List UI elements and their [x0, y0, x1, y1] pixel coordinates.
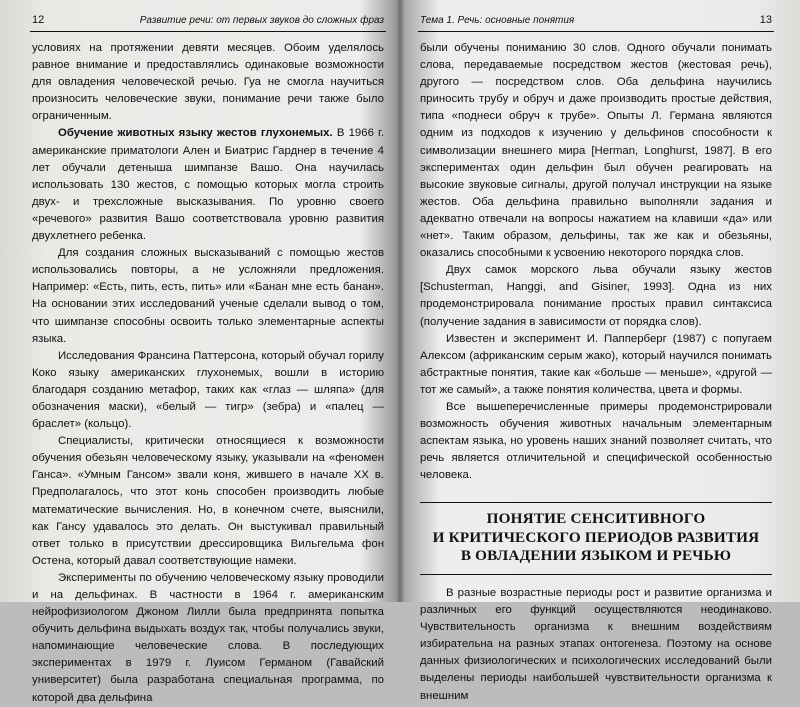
header-rule [418, 31, 774, 32]
paragraph: Все вышеперечисленные примеры продемонстрировали возможность обучения животных начальным элементарным аспектам языка, но уровень наших знаний позволяет считать, что речь является отличительной и специфической особенностью человека. [420, 400, 772, 482]
paragraph: Известен и эксперимент И. Папперберг (1987) с попугаем Алексом (африканским серым жако), который научился понимать абстрактные понятия, такие как «больше — меньше», «другой — тот же самый», а также понятия количества, цвета и формы. [420, 332, 772, 396]
bold-lead: Обучение животных языку жестов глухонемых. [58, 127, 333, 140]
running-head: Развитие речи: от первых звуков до сложных фраз [139, 15, 384, 26]
left-page [0, 0, 398, 704]
page-number: 12 [32, 14, 45, 26]
right-page-header [420, 14, 772, 26]
left-page-text [32, 40, 384, 707]
paragraph: Специалисты, критически относящиеся к возможности обучения обезьян человеческому языку, указывали на «феномен Ганса». «Умным Гансом» звали коня, жившего в начале XX в. Предполагалось, что этот конь способен производить любые математические вычисления. Но, в конечном счете, выяснили, как Гансу удавалось это делать. Он выстукивал правильный ответ только в присутствии дрессировщика Вильгельма фон Остена, который давал соответствующие намеки. [32, 435, 384, 567]
section-heading [420, 502, 772, 575]
paragraph: В разные возрастные периоды рост и развитие организма и различных его функций осуществляются неодинаково. Чувствительность организма к внешним воздействиям избирательна на разных этапах онтогенеза. Поэтому на основе данных физиологических и психологических исследований были выделены периоды наибольшей чувствительности организма к внешним [420, 586, 772, 702]
paragraph: условиях на протяжении девяти месяцев. Обоим уделялось равное внимание и предоставлялись одинаковые возможности для овладения человеческой речью. Гуа не смогла научиться произносить человеческие звуки, понимание речи также было ограниченным. [32, 42, 384, 123]
heading-line: ПОНЯТИЕ СЕНСИТИВНОГО [486, 510, 706, 528]
page-number: 13 [759, 14, 772, 26]
paragraph: Двух самок морского льва обучали языку жестов [Schusterman, Hanggi, and Gisiner, 1993]. Одна из них продемонстрировала понимание простых правил синтаксиса (получение задания в зависимости от порядка слов). [420, 264, 772, 328]
heading-line: В ОВЛАДЕНИИ ЯЗЫКОМ И РЕЧЬЮ [460, 547, 732, 565]
right-page-text [420, 40, 772, 705]
paragraph-with-lead [32, 125, 384, 245]
header-rule [30, 31, 386, 32]
right-page [402, 0, 800, 702]
paragraph: Для создания сложных высказываний с помощью жестов использовались повторы, а не усложняли предложения. Например: «Есть, пить, есть, пить» или «Банан мне есть банан». На основании этих исследований ученые сделали вывод о том, что шимпанзе способны освоить только элементарные аспекты языка. [32, 247, 384, 345]
paragraph: были обучены пониманию 30 слов. Одного обучали понимать слова, передаваемые посредством жестов (жестовая речь), другого — посредством слов. Оба дельфина научились приносить трубу и обруч и даже производить простые действия, типа «поднеси обруч к трубе». Опыты Л. Германа являются одним из подходов к изучению у дельфинов способности к символизации внешнего мира [Herman, Longhurst, 1987]. В его экспериментах один дельфин был обучен реагировать на высокие звуковые сигналы, другой получал инструкции на языке жестов. Оба дельфина правильно выполняли задания и адекватно отвечали на вопросы нажатием на клавиши «да» или «нет». Таким образом, дельфины, так же как и обезьяны, оказались способными к усвоению некоторого порядка слов. [420, 42, 772, 260]
paragraph: Эксперименты по обучению человеческому языку проводили и на дельфинах. В частности в 1964 г. американским нейрофизиологом Джоном Лилли была предпринята попытка обучить дельфина выдыхать воздух так, чтобы получались звуки, напоминающие человеческие слова. В последующих экспериментах в 1979 г. Луисом Германом (Гавайский университет) была разработана специальная программа, по которой два дельфина [32, 571, 384, 704]
paragraph: Исследования Франсина Паттерсона, который обучал горилу Коко языку американских глухонемых, вошли в историю благодаря созданию метафор, таких как «глаз — шляпа» (для обозначения маски), «белый — тигр» (зебра) и «палец — браслет» (кольцо). [32, 349, 384, 431]
running-head: Тема 1. Речь: основные понятия [420, 15, 575, 26]
left-page-header [32, 14, 384, 26]
heading-line: И КРИТИЧЕСКОГО ПЕРИОДОВ РАЗВИТИЯ [432, 528, 760, 546]
paragraph-body: В 1966 г. американские приматологи Ален и Биатрис Гарднер в течение 4 лет обучали детеныша шимпанзе Вашо. Она научилась использовать 130 жестов, с помощью которых могла строить двух- и трехсложные высказывания. По уровню своего «речевого» развития Вашо соответствовала уровню развития двухлетнего ребенка. [32, 127, 384, 243]
